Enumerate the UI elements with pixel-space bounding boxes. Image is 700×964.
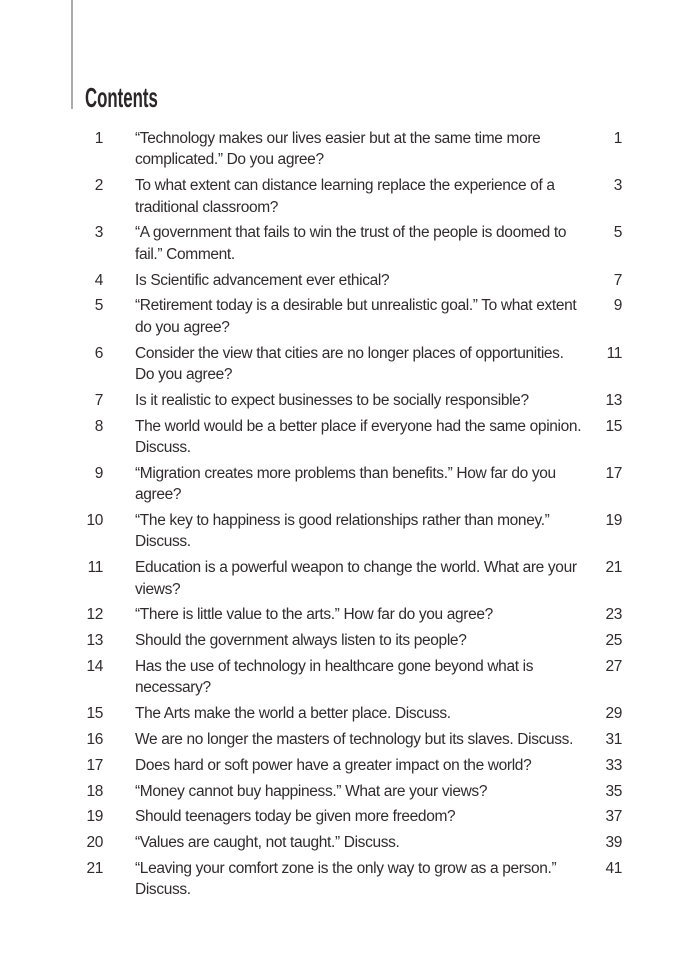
toc-entry-page: 27 xyxy=(605,658,622,676)
toc-list xyxy=(55,128,622,905)
margin-rule xyxy=(71,0,73,109)
toc-entry-title-line: “Values are caught, not taught.” Discuss. xyxy=(135,834,400,852)
toc-entry xyxy=(55,755,622,776)
toc-entry xyxy=(55,604,622,625)
toc-entry xyxy=(55,416,622,459)
toc-entry-number: 15 xyxy=(86,705,103,723)
toc-entry-page: 19 xyxy=(605,512,622,530)
toc-entry-page: 5 xyxy=(613,224,622,242)
toc-entry xyxy=(55,510,622,553)
toc-entry-title xyxy=(135,630,576,651)
toc-entry-number: 7 xyxy=(94,391,103,409)
toc-entry-title-line: necessary? xyxy=(135,679,211,697)
toc-entry-title-line: complicated.” Do you agree? xyxy=(135,151,324,169)
toc-entry-page: 3 xyxy=(613,177,622,195)
toc-entry-number: 3 xyxy=(94,224,103,242)
toc-entry xyxy=(55,128,622,171)
toc-entry-title-line: do you agree? xyxy=(135,318,230,336)
toc-entry-number: 21 xyxy=(86,860,103,877)
toc-entry-number: 20 xyxy=(86,834,103,852)
toc-entry-page: 23 xyxy=(605,606,622,624)
toc-entry-title-line: The world would be a better place if everyone had the same opinion. xyxy=(135,417,582,435)
toc-entry-number: 13 xyxy=(86,632,103,650)
toc-entry xyxy=(55,557,622,600)
toc-entry xyxy=(55,858,622,901)
toc-entry-title-line: views? xyxy=(135,580,181,598)
toc-entry-title-line: “The key to happiness is good relationships rather than money.” xyxy=(135,512,550,530)
toc-entry xyxy=(55,656,622,699)
toc-entry-title-line: Consider the view that cities are no longer places of opportunities. xyxy=(135,344,564,362)
toc-entry-number: 2 xyxy=(94,177,103,195)
toc-entry-title xyxy=(135,781,576,802)
toc-entry-page: 17 xyxy=(605,464,622,482)
toc-entry-page: 33 xyxy=(605,756,622,774)
toc-entry-title-line: Should the government always listen to its people? xyxy=(135,632,467,650)
toc-entry-title-line: Does hard or soft power have a greater impact on the world? xyxy=(135,756,532,774)
toc-entry-title-line: “Leaving your comfort zone is the only way to grow as a person.” xyxy=(135,860,557,877)
toc-entry-page: 35 xyxy=(605,782,622,800)
toc-entry xyxy=(55,175,622,218)
toc-entry xyxy=(55,630,622,651)
toc-entry-title-line: “A government that fails to win the trust of the people is doomed to xyxy=(135,224,567,242)
toc-entry-page: 39 xyxy=(605,834,622,852)
toc-entry xyxy=(55,270,622,291)
toc-entry-title-line: traditional classroom? xyxy=(135,198,279,216)
toc-entry-title xyxy=(135,755,576,776)
toc-entry-number: 6 xyxy=(94,344,103,362)
toc-entry-title-line: fail.” Comment. xyxy=(135,245,235,263)
toc-entry-title xyxy=(135,390,576,411)
toc-entry-title-line: The Arts make the world a better place. Discuss. xyxy=(135,705,451,723)
toc-entry-title-line: We are no longer the masters of technology but its slaves. Discuss. xyxy=(135,731,574,749)
toc-entry-number: 10 xyxy=(86,512,103,530)
toc-entry-title-line: “Technology makes our lives easier but at the same time more xyxy=(135,130,541,147)
toc-entry-page: 15 xyxy=(605,417,622,435)
toc-entry-title-line: Has the use of technology in healthcare gone beyond what is xyxy=(135,658,534,676)
toc-entry xyxy=(55,832,622,853)
toc-entry xyxy=(55,729,622,750)
toc-entry-page: 41 xyxy=(605,860,622,877)
toc-entry-page: 25 xyxy=(605,632,622,650)
toc-entry-number: 19 xyxy=(86,808,103,826)
toc-entry-title xyxy=(135,806,576,827)
toc-entry-title xyxy=(135,295,576,338)
toc-entry-title-line: Education is a powerful weapon to change the world. What are your xyxy=(135,559,577,577)
toc-entry-title xyxy=(135,656,576,699)
toc-entry xyxy=(55,222,622,265)
toc-entry-page: 29 xyxy=(605,705,622,723)
toc-entry-title-line: Discuss. xyxy=(135,881,191,899)
toc-entry-title-line: “Retirement today is a desirable but unrealistic goal.” To what extent xyxy=(135,297,577,315)
toc-entry-page: 31 xyxy=(605,731,622,749)
page-title: Contents xyxy=(85,82,158,113)
toc-entry-title xyxy=(135,858,576,901)
toc-entry-number: 1 xyxy=(94,130,103,147)
toc-entry-number: 4 xyxy=(94,271,103,289)
toc-entry-title-line: Discuss. xyxy=(135,439,191,457)
toc-entry-number: 17 xyxy=(86,756,103,774)
toc-entry-title-line: “Migration creates more problems than benefits.” How far do you xyxy=(135,464,556,482)
toc-entry-title xyxy=(135,832,576,853)
toc-entry xyxy=(55,806,622,827)
toc-entry-title-line: Is Scientific advancement ever ethical? xyxy=(135,271,390,289)
toc-entry-title xyxy=(135,729,576,750)
toc-entry-number: 12 xyxy=(86,606,103,624)
toc-entry-title-line: “Money cannot buy happiness.” What are your views? xyxy=(135,782,488,800)
toc-entry-title xyxy=(135,703,576,724)
toc-entry-title xyxy=(135,128,576,171)
toc-entry-title-line: Is it realistic to expect businesses to be socially responsible? xyxy=(135,391,529,409)
toc-entry-page: 21 xyxy=(605,559,622,577)
toc-entry xyxy=(55,343,622,386)
toc-entry xyxy=(55,295,622,338)
toc-entry-page: 7 xyxy=(613,271,622,289)
toc-entry-page: 9 xyxy=(613,297,622,315)
toc-entry-page: 13 xyxy=(605,391,622,409)
toc-entry-title-line: Discuss. xyxy=(135,533,191,551)
toc-entry-title-line: agree? xyxy=(135,486,182,504)
toc-entry-page: 37 xyxy=(605,808,622,826)
toc-entry-title xyxy=(135,343,576,386)
toc-entry xyxy=(55,463,622,506)
toc-entry-number: 9 xyxy=(94,464,103,482)
toc-entry xyxy=(55,781,622,802)
toc-entry-title-line: To what extent can distance learning replace the experience of a xyxy=(135,177,555,195)
toc-entry-number: 5 xyxy=(94,297,103,315)
toc-entry-number: 8 xyxy=(94,417,103,435)
toc-entry-title xyxy=(135,270,576,291)
toc-entry-title-line: Should teenagers today be given more freedom? xyxy=(135,808,456,826)
toc-entry-title xyxy=(135,510,576,553)
toc-entry-number: 16 xyxy=(86,731,103,749)
toc-entry-title xyxy=(135,222,576,265)
toc-entry-number: 18 xyxy=(86,782,103,800)
toc-entry xyxy=(55,390,622,411)
toc-entry-title-line: Do you agree? xyxy=(135,366,233,384)
toc-entry xyxy=(55,703,622,724)
toc-entry-page: 1 xyxy=(613,130,622,147)
toc-entry-page: 11 xyxy=(606,344,622,362)
toc-entry-title xyxy=(135,557,576,600)
toc-entry-title xyxy=(135,604,576,625)
toc-entry-title xyxy=(135,416,582,459)
toc-entry-number: 14 xyxy=(86,658,103,676)
toc-entry-title xyxy=(135,175,576,218)
toc-entry-title xyxy=(135,463,576,506)
toc-entry-number: 11 xyxy=(87,559,103,577)
toc-entry-title-line: “There is little value to the arts.” How far do you agree? xyxy=(135,606,493,624)
